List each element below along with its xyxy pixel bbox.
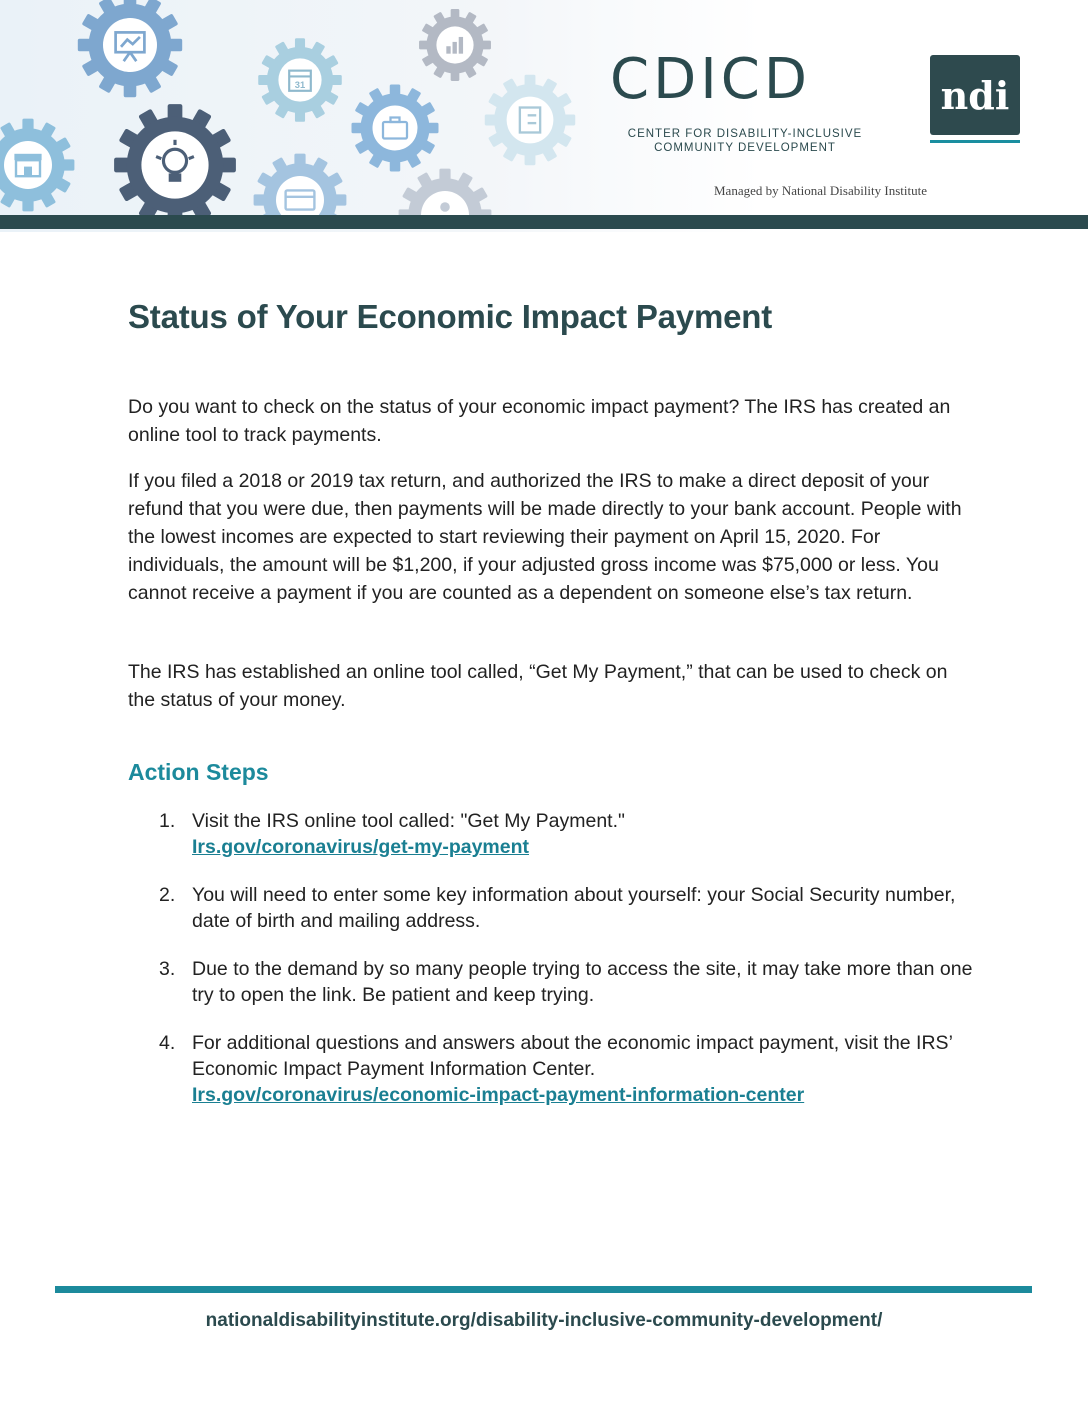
- cdicd-subtitle-line1: CENTER FOR DISABILITY-INCLUSIVE: [627, 128, 863, 140]
- cdicd-subtitle-line2: COMMUNITY DEVELOPMENT: [654, 142, 836, 154]
- action-steps-list: [128, 808, 973, 1108]
- intro-paragraph: Do you want to check on the status of your economic impact payment? The IRS has created an online tool to track payments.: [128, 396, 951, 446]
- step-number: 2.: [159, 884, 176, 906]
- ndi-logo-underline: [930, 140, 1020, 143]
- cdicd-logo-text: CDICD: [610, 47, 811, 112]
- ndi-logo-text: ndi: [940, 72, 1010, 118]
- get-my-payment-link[interactable]: Irs.gov/coronavirus/get-my-payment: [192, 836, 530, 858]
- step-text: For additional questions and answers about the economic impact payment, visit the IRS’ Economic Impact Payment Information Center.: [192, 1032, 953, 1080]
- svg-text:31: 31: [294, 79, 306, 90]
- credit-card-icon: [254, 154, 347, 215]
- calendar-icon: [258, 38, 342, 122]
- header-divider: [0, 215, 1088, 229]
- step-text: Visit the IRS online tool called: "Get My Payment.": [192, 810, 625, 832]
- details-paragraph: If you filed a 2018 or 2019 tax return, and authorized the IRS to make a direct deposit of your refund that you were due, then payments will be made directly to your bank account. People with the lowest incomes are expected to start reviewing their payment on April 15, 2020. For individuals, the amount will be $1,200, if your adjusted gross income was $75,000 or less. You cannot receive a payment if you are counted as a dependent on someone else’s tax return.: [128, 470, 962, 604]
- step-number: 1.: [159, 810, 176, 832]
- cdicd-logo-subtitle: [620, 127, 870, 155]
- step-number: 3.: [159, 958, 176, 980]
- list-item: [128, 808, 973, 860]
- step-number: 4.: [159, 1032, 176, 1054]
- action-steps-heading: Action Steps: [128, 759, 269, 785]
- lightbulb-icon: [114, 104, 236, 215]
- list-item: [128, 956, 973, 1008]
- list-item: [128, 1030, 973, 1108]
- people-icon: [399, 169, 492, 215]
- storefront-icon: [0, 119, 74, 212]
- gear-banner-illustration: [0, 0, 600, 215]
- footer-divider: [55, 1286, 1032, 1293]
- ndi-logo: [930, 55, 1020, 135]
- information-center-link[interactable]: Irs.gov/coronavirus/economic-impact-payment-information-center: [192, 1084, 805, 1106]
- briefcase-icon: [352, 85, 439, 172]
- bar-chart-icon: [419, 9, 491, 81]
- tool-paragraph: The IRS has established an online tool called, “Get My Payment,” that can be used to check on the status of your money.: [128, 661, 948, 711]
- step-text: You will need to enter some key information about yourself: your Social Security number, date of birth and mailing address.: [192, 884, 956, 932]
- managed-by-text: Managed by National Disability Institute: [714, 183, 928, 198]
- step-text: Due to the demand by so many people trying to access the site, it may take more than one try to open the link. Be patient and keep trying.: [192, 958, 973, 1006]
- checklist-icon: [485, 75, 575, 165]
- cdicd-logo: [610, 47, 880, 112]
- list-item: [128, 882, 973, 934]
- page-header: [0, 0, 1088, 232]
- chart-board-icon: [78, 0, 182, 97]
- footer-website-link[interactable]: nationaldisabilityinstitute.org/disability-inclusive-community-development/: [205, 1310, 883, 1331]
- page-title: Status of Your Economic Impact Payment: [128, 298, 772, 335]
